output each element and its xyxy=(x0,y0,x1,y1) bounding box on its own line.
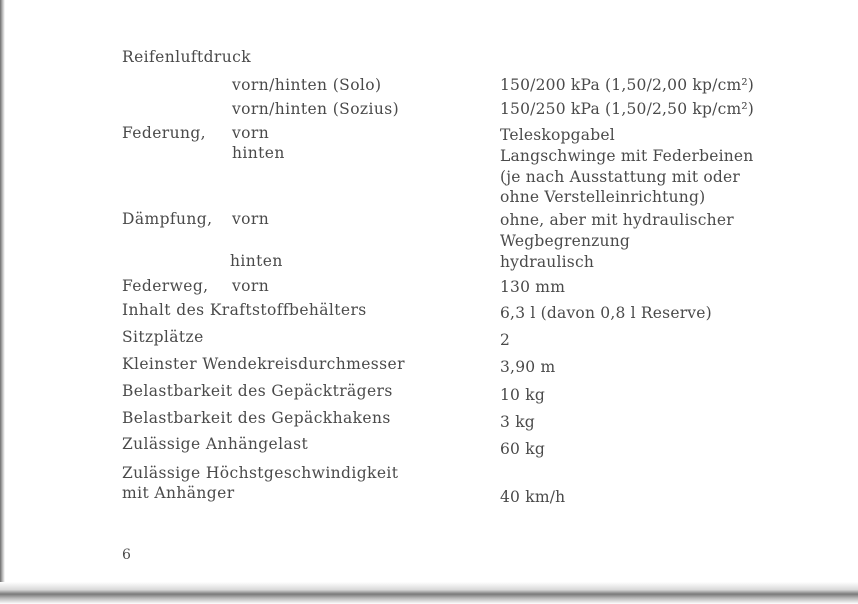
value-federung-note2: ohne Verstelleinrichtung) xyxy=(500,188,706,206)
label-federung: Federung, xyxy=(122,124,206,142)
value-gepaeckhaken: 3 kg xyxy=(500,413,535,431)
label-federweg: Federweg, xyxy=(122,277,209,295)
page-number: 6 xyxy=(122,547,132,563)
sublabel-sozius: vorn/hinten (Sozius) xyxy=(232,100,400,118)
value-daempfung-vorn: ohne, aber mit hydraulischer xyxy=(500,211,734,229)
label-daempfung: Dämpfung, xyxy=(122,210,213,228)
value-gepaecktraeger: 10 kg xyxy=(500,386,545,404)
page-bottom-edge xyxy=(0,582,858,604)
value-daempfung-vorn-2: Wegbegrenzung xyxy=(500,232,630,250)
sublabel-daempfung-vorn: vorn xyxy=(232,210,270,228)
page-edge-shadow xyxy=(0,0,5,604)
value-federung-hinten: Langschwinge mit Federbeinen xyxy=(500,147,754,165)
value-daempfung-hinten: hydraulisch xyxy=(500,253,595,271)
label-tank: Inhalt des Kraftstoffbehälters xyxy=(122,301,367,319)
value-anhaengelast: 60 kg xyxy=(500,440,545,458)
label-hoechstgeschw-2: mit Anhänger xyxy=(122,484,235,502)
value-solo: 150/200 kPa (1,50/2,00 kp/cm²) xyxy=(500,76,755,94)
label-anhaengelast: Zulässige Anhängelast xyxy=(122,435,309,453)
sublabel-federweg-vorn: vorn xyxy=(232,277,270,295)
sublabel-solo: vorn/hinten (Solo) xyxy=(232,76,382,94)
label-gepaecktraeger: Belastbarkeit des Gepäckträgers xyxy=(122,382,393,400)
label-wendekreis: Kleinster Wendekreisdurchmesser xyxy=(122,355,405,373)
value-federweg: 130 mm xyxy=(500,278,566,296)
label-reifenluftdruck: Reifenluftdruck xyxy=(122,48,251,66)
label-hoechstgeschw-1: Zulässige Höchstgeschwindigkeit xyxy=(122,464,399,482)
label-sitzplaetze: Sitzplätze xyxy=(122,328,204,346)
value-federung-vorn: Teleskopgabel xyxy=(500,126,615,144)
value-tank: 6,3 l (davon 0,8 l Reserve) xyxy=(500,304,712,322)
value-federung-note1: (je nach Ausstattung mit oder xyxy=(500,168,741,186)
value-wendekreis: 3,90 m xyxy=(500,358,556,376)
sublabel-federung-hinten: hinten xyxy=(232,144,285,162)
value-hoechstgeschw: 40 km/h xyxy=(500,488,566,506)
value-sitzplaetze: 2 xyxy=(500,331,511,349)
sublabel-daempfung-hinten: hinten xyxy=(230,252,283,270)
label-gepaeckhaken: Belastbarkeit des Gepäckhakens xyxy=(122,409,391,427)
sublabel-federung-vorn: vorn xyxy=(232,124,270,142)
value-sozius: 150/250 kPa (1,50/2,50 kp/cm²) xyxy=(500,100,755,118)
